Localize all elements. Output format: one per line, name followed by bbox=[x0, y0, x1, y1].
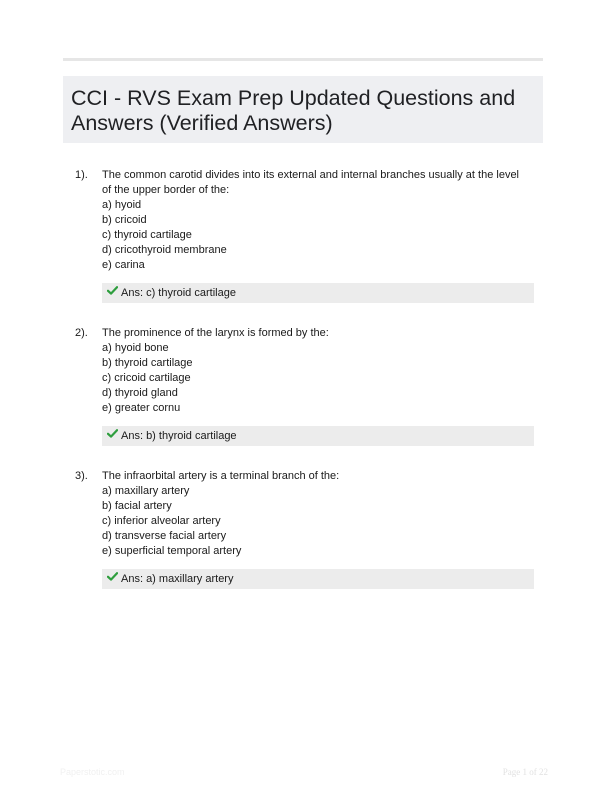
footer-watermark: Paperstotic.com bbox=[60, 767, 125, 777]
option-item: b) cricoid bbox=[102, 214, 147, 226]
check-icon bbox=[107, 425, 118, 445]
question-body bbox=[102, 469, 527, 559]
option-item: a) maxillary artery bbox=[102, 485, 190, 497]
document-title: CCI - RVS Exam Prep Updated Questions and Answers (Verified Answers) bbox=[71, 86, 516, 135]
option-list bbox=[102, 341, 527, 416]
option-item: d) cricothyroid membrane bbox=[102, 244, 227, 256]
top-rule bbox=[63, 58, 543, 61]
question-number: 3). bbox=[75, 470, 88, 482]
page-number: Page 1 of 22 bbox=[502, 767, 548, 777]
question-number: 1). bbox=[75, 169, 88, 181]
answer-text: Ans: a) maxillary artery bbox=[121, 573, 234, 585]
question-body bbox=[102, 326, 527, 416]
check-icon bbox=[107, 568, 118, 588]
answer-box bbox=[102, 426, 534, 446]
option-item: c) thyroid cartilage bbox=[102, 229, 192, 241]
question-stem: The common carotid divides into its external and internal branches usually at the level of the upper border of the: bbox=[102, 169, 520, 196]
option-item: c) cricoid cartilage bbox=[102, 372, 191, 384]
option-item: a) hyoid bbox=[102, 199, 142, 211]
title-banner bbox=[63, 76, 543, 143]
option-item: b) thyroid cartilage bbox=[102, 357, 193, 369]
option-item: d) transverse facial artery bbox=[102, 530, 227, 542]
option-item: c) inferior alveolar artery bbox=[102, 515, 221, 527]
question-stem: The infraorbital artery is a terminal branch of the: bbox=[102, 470, 340, 482]
option-item: d) thyroid gland bbox=[102, 387, 178, 399]
answer-box bbox=[102, 283, 534, 303]
option-item: a) hyoid bone bbox=[102, 342, 169, 354]
answer-box bbox=[102, 569, 534, 589]
question-body bbox=[102, 168, 527, 273]
option-list bbox=[102, 484, 527, 559]
answer-text: Ans: b) thyroid cartilage bbox=[121, 430, 237, 442]
option-list bbox=[102, 198, 527, 273]
option-item: e) superficial temporal artery bbox=[102, 545, 242, 557]
question-number: 2). bbox=[75, 327, 88, 339]
option-item: b) facial artery bbox=[102, 500, 172, 512]
option-item: e) carina bbox=[102, 259, 145, 271]
check-icon bbox=[107, 282, 118, 302]
answer-text: Ans: c) thyroid cartilage bbox=[121, 287, 236, 299]
question-stem: The prominence of the larynx is formed by the: bbox=[102, 327, 329, 339]
option-item: e) greater cornu bbox=[102, 402, 181, 414]
